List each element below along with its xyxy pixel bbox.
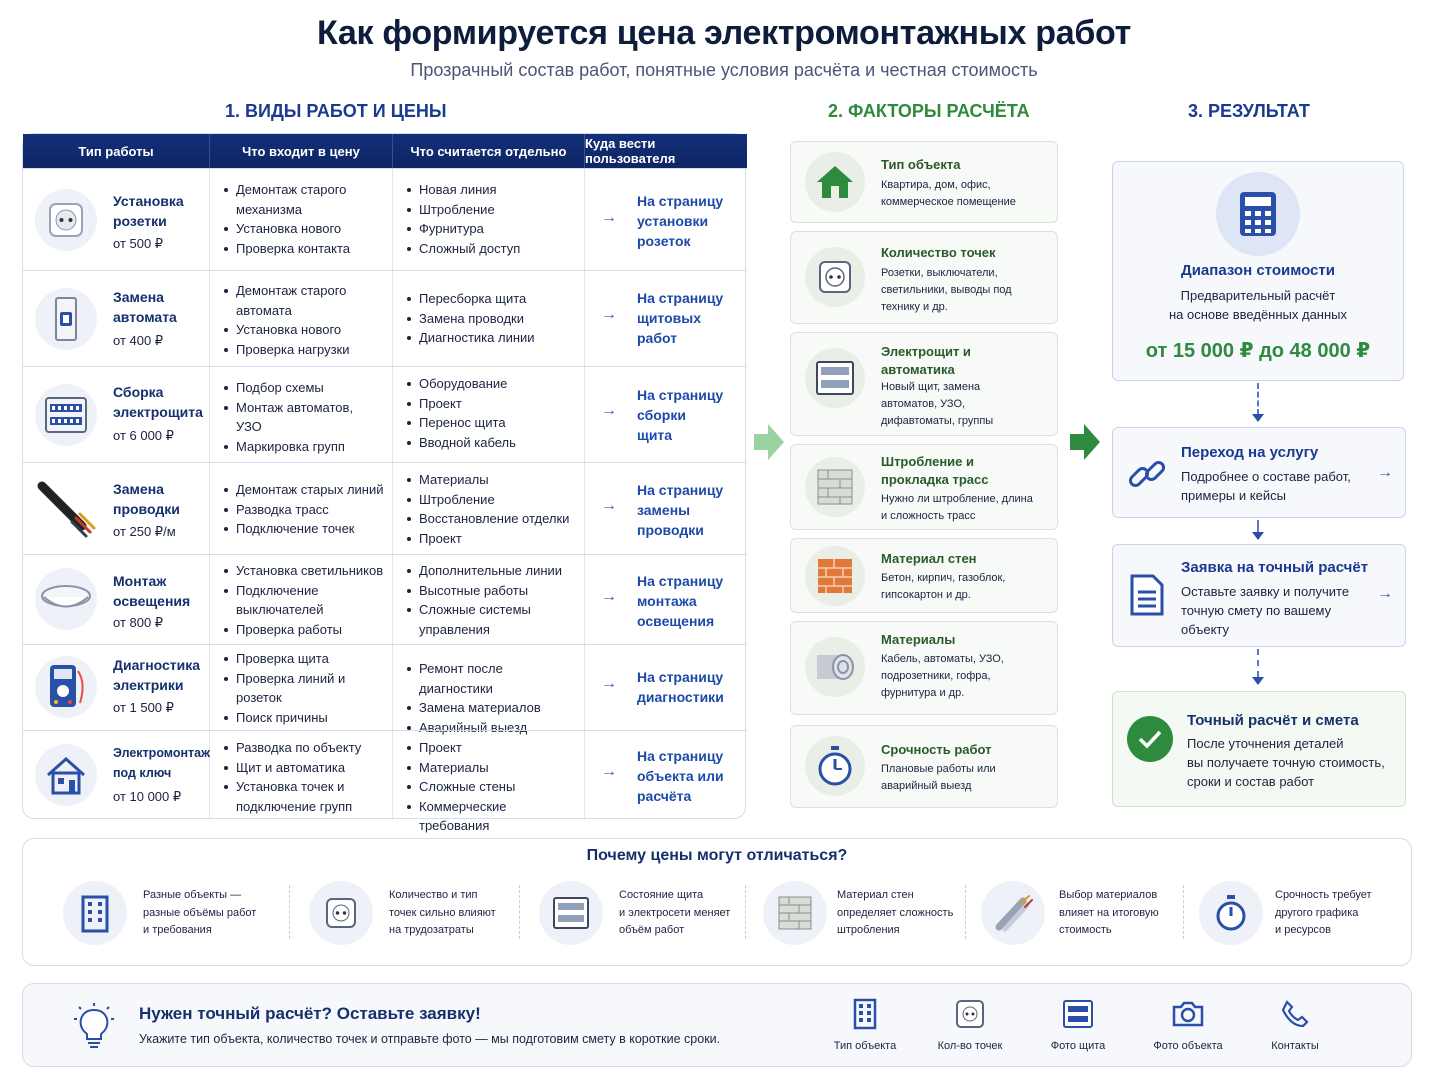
final-desc: вы получаете точную стоимость, xyxy=(1187,755,1385,770)
included-item: Щит и автоматика xyxy=(222,758,388,778)
service-desc: примеры и кейсы xyxy=(1181,488,1286,503)
extra-item: Высотные работы xyxy=(405,581,580,601)
row-link-lighting[interactable] xyxy=(585,555,747,644)
link-text[interactable]: проводки xyxy=(637,522,704,538)
link-text[interactable]: На страницу xyxy=(637,669,724,685)
connector-line xyxy=(1257,383,1259,415)
wall-icon xyxy=(763,881,827,945)
range-desc: на основе введённых данных xyxy=(1168,307,1348,322)
why-text: и электросети меняет xyxy=(619,906,731,919)
table-row xyxy=(23,366,747,462)
link-text[interactable]: На страницу xyxy=(637,748,724,764)
column-header: Что считается отдельно xyxy=(393,134,585,168)
building-icon xyxy=(815,996,915,1032)
panel-icon xyxy=(805,348,865,408)
link-text[interactable]: расчёта xyxy=(637,788,692,804)
why-text: определяет сложность xyxy=(837,906,954,919)
why-text: объём работ xyxy=(619,924,685,936)
included-item: Разводка по объекту xyxy=(222,738,388,758)
work-name: Электромонтаж xyxy=(113,746,210,760)
service-title[interactable]: Переход на услугу xyxy=(1181,444,1319,461)
why-text: Разные объекты — xyxy=(143,889,242,901)
factor-card xyxy=(790,231,1058,324)
work-name: Замена xyxy=(113,289,164,305)
section-heading-result: 3. РЕЗУЛЬТАТ xyxy=(1188,101,1310,121)
factor-card xyxy=(790,725,1058,808)
cable-roll-icon xyxy=(805,637,865,697)
why-text: Состояние щита xyxy=(619,889,704,901)
link-text[interactable]: диагностики xyxy=(637,689,724,705)
request-desc: Оставьте заявку и получите xyxy=(1181,584,1350,599)
extra-item: Пересборка щита xyxy=(405,289,580,309)
factor-desc: Квартира, дом, офис, коммерческое помещение xyxy=(881,179,1016,208)
factor-card xyxy=(790,621,1058,715)
panel-icon xyxy=(35,384,97,446)
included-item: Маркировка групп xyxy=(222,437,388,457)
arrow-down-icon xyxy=(1252,414,1264,422)
work-name: под ключ xyxy=(113,766,172,780)
why-text: точек сильно влияют xyxy=(389,906,496,919)
work-name: автомата xyxy=(113,309,177,325)
why-text: штробления xyxy=(837,924,900,936)
checkmark-icon xyxy=(1127,716,1173,762)
column-header: Куда вести пользователя xyxy=(585,136,676,166)
row-link-diagnostics[interactable] xyxy=(585,645,747,730)
factor-desc: Кабель, автоматы, УЗО, подрозетники, гофра, фурнитура и др. xyxy=(881,653,1004,699)
range-desc: Предварительный расчёт xyxy=(1180,288,1336,303)
divider xyxy=(289,885,290,939)
included-item: Демонтаж старого автомата xyxy=(222,281,388,320)
row-link-socket[interactable] xyxy=(585,169,747,270)
work-price: от 1 500 ₽ xyxy=(113,700,174,715)
link-text[interactable]: На страницу xyxy=(637,387,724,403)
extra-item: Материалы xyxy=(405,470,580,490)
multimeter-icon xyxy=(35,656,97,718)
final-desc: После уточнения деталей xyxy=(1187,736,1344,751)
why-text: разные объёмы работ xyxy=(143,906,257,919)
document-icon xyxy=(1129,573,1165,622)
why-text: стоимость xyxy=(1059,924,1112,936)
extra-item: Проект xyxy=(405,529,580,549)
included-item: Проверка работы xyxy=(222,620,388,640)
work-name: розетки xyxy=(113,213,167,229)
arrow-down-icon xyxy=(1252,532,1264,540)
table-row xyxy=(23,554,747,644)
extra-item: Проект xyxy=(405,394,580,414)
work-name: Установка xyxy=(113,193,184,209)
table-row xyxy=(23,270,747,366)
work-price: от 500 ₽ xyxy=(113,236,164,251)
socket-icon xyxy=(920,996,1020,1032)
lightbulb-icon xyxy=(69,1002,119,1057)
panel-icon xyxy=(1028,996,1128,1032)
link-text[interactable]: На страницу xyxy=(637,573,724,589)
why-prices-differ-panel xyxy=(22,838,1412,966)
included-item: Установка нового xyxy=(222,219,388,239)
arrow-right-icon: → xyxy=(601,209,617,226)
extra-item: Материалы xyxy=(405,758,580,778)
link-text[interactable]: щитовых xyxy=(637,310,701,326)
extra-item: Замена проводки xyxy=(405,309,580,329)
factor-desc: Новый щит, замена автоматов, УЗО, дифавтоматы, группы xyxy=(881,381,994,427)
work-price: от 250 ₽/м xyxy=(113,524,176,539)
why-text: Материал стен xyxy=(837,889,914,901)
wall-chase-icon xyxy=(805,457,865,517)
extra-item: Замена материалов xyxy=(405,698,580,718)
link-text[interactable]: щита xyxy=(637,427,673,443)
brick-icon xyxy=(805,546,865,606)
factor-card xyxy=(790,332,1058,436)
range-title: Диапазон стоимости xyxy=(1181,262,1335,279)
extra-item: Диагностика линии xyxy=(405,328,580,348)
extra-item: Ремонт после диагностики xyxy=(405,659,580,698)
factor-desc: Нужно ли штробление, длина и сложность трасс xyxy=(881,493,1033,522)
extra-item: Аварийный выезд xyxy=(405,718,580,738)
why-title: Почему цены могут отличаться? xyxy=(586,847,848,864)
work-name: проводки xyxy=(113,501,180,517)
link-text[interactable]: освещения xyxy=(637,613,715,629)
request-desc: точную смету по вашему xyxy=(1181,603,1332,618)
arrow-right-icon: → xyxy=(601,306,617,323)
arrow-right-icon: → xyxy=(601,497,617,514)
why-text: и требования xyxy=(143,924,212,936)
table-row xyxy=(23,168,747,270)
cta-option-label[interactable]: Тип объекта xyxy=(833,1040,897,1052)
factor-desc: Розетки, выключатели, светильники, выводы под технику и др. xyxy=(881,267,1012,313)
link-text[interactable]: установки xyxy=(637,213,709,229)
socket-icon xyxy=(35,189,97,251)
table-row xyxy=(23,730,747,834)
factor-title: Количество точек xyxy=(881,245,996,260)
work-price: от 6 000 ₽ xyxy=(113,428,174,443)
work-name: освещения xyxy=(113,593,191,609)
factor-desc: Плановые работы или аварийный выезд xyxy=(881,763,996,792)
socket-icon xyxy=(309,881,373,945)
cta-option-label[interactable]: Фото объекта xyxy=(1153,1040,1223,1052)
why-text: другого графика xyxy=(1275,906,1359,919)
work-price: от 800 ₽ xyxy=(113,615,164,630)
included-item: Поиск причины xyxy=(222,708,388,728)
panel-icon xyxy=(539,881,603,945)
cables-icon xyxy=(981,881,1045,945)
phone-icon xyxy=(1245,996,1345,1032)
work-name: Замена xyxy=(113,481,164,497)
arrow-right-icon: → xyxy=(601,402,617,419)
work-price: от 400 ₽ xyxy=(113,333,164,348)
extra-item: Штробление xyxy=(405,200,580,220)
connector-line xyxy=(1257,649,1259,677)
included-item: Демонтаж старого механизма xyxy=(222,180,388,219)
socket-icon xyxy=(805,247,865,307)
link-text[interactable]: монтажа xyxy=(637,593,697,609)
work-name: Монтаж xyxy=(113,573,167,589)
included-item: Установка нового xyxy=(222,320,388,340)
cta-option-panel-photo[interactable] xyxy=(1028,996,1128,1052)
extra-item: Сложные системы управления xyxy=(405,600,545,639)
house-icon xyxy=(35,744,97,806)
extra-item: Штробление xyxy=(405,490,580,510)
extra-item: Оборудование xyxy=(405,374,580,394)
cta-banner xyxy=(22,983,1412,1067)
included-item: Подбор схемы xyxy=(222,378,388,398)
cta-option-points[interactable] xyxy=(920,996,1020,1052)
stopwatch-icon xyxy=(805,736,865,796)
included-item: Подключение выключателей xyxy=(222,581,362,620)
final-estimate-card xyxy=(1112,691,1406,807)
factor-title: Срочность работ xyxy=(881,742,992,757)
work-name: электрики xyxy=(113,677,184,693)
included-item: Демонтаж старых линий xyxy=(222,480,388,500)
why-text: Количество и тип xyxy=(389,889,478,901)
work-name: электрощита xyxy=(113,404,203,420)
range-value: от 15 000 ₽ до 48 000 ₽ xyxy=(1145,340,1371,362)
extra-item: Восстановление отделки xyxy=(405,509,580,529)
arrow-right-icon: → xyxy=(601,675,617,692)
cta-option-label[interactable]: Фото щита xyxy=(1050,1040,1106,1052)
factor-title: Материалы xyxy=(881,632,956,647)
extra-item: Сложные стены xyxy=(405,777,580,797)
extra-item: Дополнительные линии xyxy=(405,561,580,581)
flow-arrow-icon xyxy=(1068,422,1102,462)
cta-option-object-photo[interactable] xyxy=(1138,996,1238,1052)
extra-item: Коммерческие требования xyxy=(405,797,580,836)
row-link-wiring[interactable] xyxy=(585,463,747,554)
factor-card xyxy=(790,444,1058,530)
cta-option-label[interactable]: Кол-во точек xyxy=(937,1040,1003,1052)
column-header: Тип работы xyxy=(23,134,210,168)
included-item: Разводка трасс xyxy=(222,500,388,520)
factor-title: Штробление и прокладка трасс xyxy=(881,454,989,487)
why-text: влияет на итоговую xyxy=(1059,906,1159,919)
why-text: Срочность требует xyxy=(1275,889,1372,901)
factor-desc: Бетон, кирпич, газоблок, гипсокартон и др. xyxy=(881,572,1006,601)
included-item: Подключение точек xyxy=(222,519,388,539)
page-title: Как формируется цена электромонтажных работ xyxy=(316,14,1132,52)
link-icon xyxy=(1127,454,1167,499)
table-row xyxy=(23,644,747,735)
column-header: Что входит в цену xyxy=(210,134,393,168)
request-title[interactable]: Заявка на точный расчёт xyxy=(1181,559,1369,576)
why-text: на трудозатраты xyxy=(389,924,474,936)
cta-option-object-type[interactable] xyxy=(815,996,915,1052)
extra-item: Сложный доступ xyxy=(405,239,580,259)
link-text[interactable]: замены xyxy=(637,502,691,518)
link-text[interactable]: На страницу xyxy=(637,482,724,498)
extra-item: Проект xyxy=(405,738,580,758)
arrow-right-icon: → xyxy=(601,763,617,780)
cta-option-contacts[interactable] xyxy=(1245,996,1345,1052)
final-title: Точный расчёт и смета xyxy=(1187,712,1359,729)
row-link-panel[interactable] xyxy=(585,367,747,462)
stopwatch-icon xyxy=(1199,881,1263,945)
arrow-right-icon: → xyxy=(601,588,617,605)
factor-card xyxy=(790,538,1058,613)
price-range-card xyxy=(1112,161,1404,381)
arrow-right-icon: → xyxy=(1377,464,1393,481)
extra-item: Новая линия xyxy=(405,180,580,200)
factor-title: Материал стен xyxy=(881,551,977,566)
section-heading-factors: 2. ФАКТОРЫ РАСЧЁТА xyxy=(828,101,1030,121)
final-desc: сроки и состав работ xyxy=(1187,774,1315,789)
included-item: Монтаж автоматов, УЗО xyxy=(222,398,362,437)
link-text[interactable]: работ xyxy=(637,330,678,346)
camera-icon xyxy=(1138,996,1238,1032)
divider xyxy=(519,885,520,939)
arrow-right-icon: → xyxy=(1377,585,1393,602)
included-item: Проверка нагрузки xyxy=(222,340,388,360)
flow-arrow-icon xyxy=(752,422,786,462)
extra-item: Фурнитура xyxy=(405,219,580,239)
row-link-breaker[interactable] xyxy=(585,271,747,366)
arrow-down-icon xyxy=(1252,677,1264,685)
included-item: Проверка контакта xyxy=(222,239,388,259)
table-header xyxy=(23,134,747,168)
included-item: Проверка щита xyxy=(222,649,388,669)
factor-title: Электрощит и автоматика xyxy=(881,344,971,377)
page-subtitle: Прозрачный состав работ, понятные условия расчёта и честная стоимость xyxy=(410,60,1038,80)
link-text[interactable]: На страницу xyxy=(637,193,724,209)
extra-item: Перенос щита xyxy=(405,413,580,433)
section-heading-work-types: 1. ВИДЫ РАБОТ И ЦЕНЫ xyxy=(225,101,447,121)
why-text: и ресурсов xyxy=(1275,924,1332,936)
link-text[interactable]: сборки xyxy=(637,407,686,423)
service-link-card[interactable] xyxy=(1112,427,1406,518)
cta-desc: Укажите тип объекта, количество точек и отправьте фото — мы подготовим смету в короткие сроки. xyxy=(139,1032,721,1046)
work-types-table xyxy=(22,133,746,834)
calculator-icon xyxy=(1216,172,1300,256)
table-row xyxy=(23,462,747,554)
link-text[interactable]: объекта или xyxy=(637,768,724,784)
why-text: Выбор материалов xyxy=(1059,889,1158,901)
house-icon xyxy=(805,152,865,212)
divider xyxy=(1183,885,1184,939)
work-name: Сборка xyxy=(113,384,164,400)
factor-card xyxy=(790,141,1058,223)
divider xyxy=(965,885,966,939)
service-desc: Подробнее о составе работ, xyxy=(1181,469,1351,484)
divider xyxy=(745,885,746,939)
building-icon xyxy=(63,881,127,945)
link-text[interactable]: На страницу xyxy=(637,290,724,306)
row-link-turnkey[interactable] xyxy=(585,731,747,820)
link-text[interactable]: розеток xyxy=(637,233,691,249)
work-price: от 10 000 ₽ xyxy=(113,789,182,804)
request-card[interactable] xyxy=(1112,544,1406,647)
extra-item: Вводной кабель xyxy=(405,433,580,453)
included-item: Проверка линий и розеток xyxy=(222,669,347,708)
ceiling-light-icon xyxy=(35,568,97,630)
breaker-icon xyxy=(35,288,97,350)
request-desc: объекту xyxy=(1181,622,1230,637)
included-item: Установка точек и подключение групп xyxy=(222,777,362,816)
connector-line xyxy=(1257,520,1259,532)
factor-title: Тип объекта xyxy=(881,157,961,172)
cta-title: Нужен точный расчёт? Оставьте заявку! xyxy=(139,1004,481,1023)
work-name: Диагностика xyxy=(113,657,201,673)
cta-option-label[interactable]: Контакты xyxy=(1271,1040,1319,1052)
included-item: Установка светильников xyxy=(222,561,388,581)
cable-icon xyxy=(35,477,97,539)
